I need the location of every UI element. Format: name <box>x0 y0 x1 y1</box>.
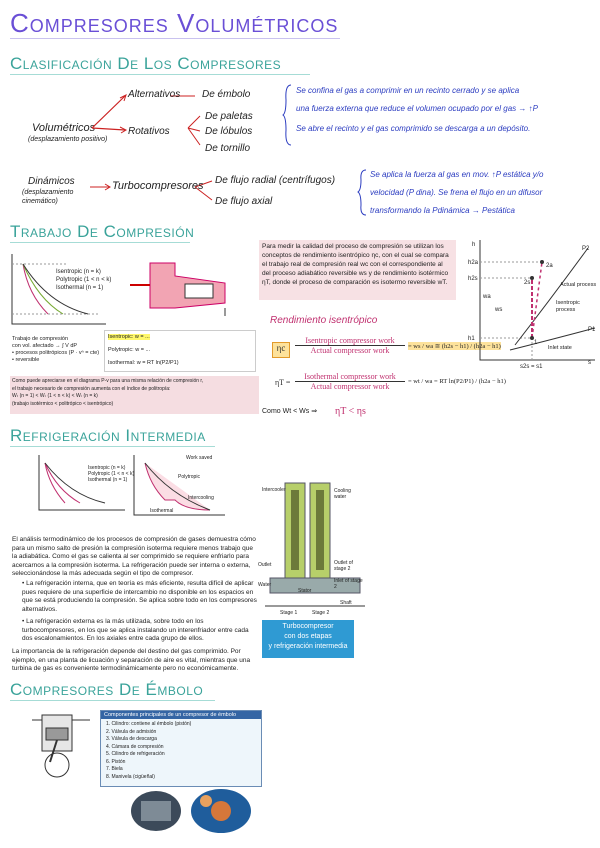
eq2-fraction: Isothermal compressor work Actual compressor work <box>295 372 405 391</box>
section-trabajo: Trabajo De Compresión <box>10 222 195 241</box>
flujo-axial-label: De flujo axial <box>215 196 273 207</box>
hs-label-2s: 2s <box>524 280 531 286</box>
page-title: Compresores Volumétricos <box>10 8 339 38</box>
rotativos-label: Rotativos <box>128 126 170 137</box>
de-embolo-label: De émbolo <box>202 89 251 100</box>
volumetricos-sub: (desplazamiento positivo) <box>28 136 108 143</box>
refrig-paragraph-1: El análisis termodinámico de los procesos de compresión de gases demuestra cómo para un mismo salto de presión la compresión isoterma requiere menos trabajo que la adiabática. Como el gas se calienta al ser comprimido se requiere enfriarlo para acercarnos a la compresión isoterma. La refrigeración puede ser interna o externa, seleccionándose la más adecuada según el tipo de compresor. <box>12 536 256 577</box>
como-result: ηT < ηs <box>335 406 366 417</box>
section-embolo: Compresores De Émbolo <box>10 680 204 699</box>
hs-label-h2s: h2s <box>468 276 478 282</box>
section-underline <box>10 446 215 447</box>
turbo-intercooler: Intercooler <box>262 487 286 493</box>
title-underline <box>10 38 340 39</box>
turbo-shaft: Shaft <box>340 600 352 606</box>
piston-diagram <box>20 710 100 780</box>
turbo-label: Turbocompresores <box>112 180 204 192</box>
hs-label-inlet: Inlet state <box>548 345 572 351</box>
turbo-cooling-water: Cooling water <box>334 488 351 500</box>
turbo-outlet: Outlet <box>258 562 272 568</box>
refrig-polytropic: Polytropic <box>178 474 200 480</box>
hs-label-isentropic: Isentropic process <box>556 300 580 313</box>
hs-label-actual: Actual process <box>560 282 597 288</box>
compressor-sketch <box>130 258 230 316</box>
compressor-photos <box>126 786 266 836</box>
section-clasificacion: Clasificación De Los Compresores <box>10 54 282 73</box>
flujo-radial-label: De flujo radial (centrífugos) <box>215 175 336 186</box>
pink-note: Como puede apreciarse en el diagrama P-v para una misma relación de compresión r, el trabajo necesario de compresión aumenta con el índice de politropía: Wₜ (n = 1) < Wₜ (1 < n < k) < Wₜ (n = k) (trabajo isotérmico < politrópico < isentrópico) <box>10 376 259 414</box>
embolo-components: Componentes principales de un compresor de émbolo 1. Cilindro: contiene al émbolo (pistón) 2. Válvula de admisión 3. Válvula de descarga 4. Cámara de compresión 5. Cilindro de refrigeración 6. Pistón 7. Biela 8. Manivela (cigüeñal) <box>100 710 262 787</box>
refrig-bullet-1: • La refrigeración interna, que en teoría es más eficiente, resulta difícil de aplicar pues requiere de una superficie de intercambio no disponible en los espacios en que se está produciendo la compresión. Se aplica sobre todo en los compresores alternativos. <box>22 580 257 613</box>
hs-label-p2: P2 <box>582 246 590 252</box>
volumetricos-label: Volumétricos <box>32 122 96 134</box>
hs-label-wa: wa <box>483 294 491 300</box>
turbo-caption: Turbocompresor con dos etapas y refrigeración intermedia <box>262 620 354 658</box>
dinamicos-sub: (desplazamiento cinemático) <box>22 189 74 205</box>
refrig-work-saved: Work saved <box>186 455 213 461</box>
refrig-pv-1 <box>35 455 125 515</box>
note-din-3: transformando la Pdinámica → Pestática <box>370 206 515 215</box>
brace-vol <box>283 85 293 145</box>
refrig-legend-1: Isentropic (n = k) Polytropic (1 < n < k) Isothermal (n = 1) <box>88 465 135 483</box>
turbo-water: Water <box>258 582 272 588</box>
turbo-stage1: Stage 1 <box>280 610 298 616</box>
eq2-lhs: ηT = <box>275 378 291 387</box>
refrig-intercooling: Intercooling <box>188 495 214 501</box>
hs-axis-s: s <box>588 360 591 366</box>
hs-label-p1: P1 <box>588 327 596 333</box>
refrig-bullet-2: • La refrigeración externa es la más utilizada, sobre todo en los turbocompresores, en los que se aplica instalando un interenfriador entre cada dos escalonamientos. En los axiales entre cada grupo de ellos. <box>22 618 249 642</box>
hs-label-ws: ws <box>495 307 503 313</box>
eta-c-box: ηc <box>272 342 290 358</box>
dinamicos-label: Dinámicos <box>28 176 75 187</box>
hs-label-1: 1 <box>534 340 538 346</box>
rendimiento-box: Para medir la calidad del proceso de compresión se utilizan los conceptos de rendimiento isentrópico ηc, con el cual se compara el trabajo real de compresión real wc con el correspondiente al del proceso adiabático reversible ws y de rendimiento isotérmico ηT, donde el proceso de comparación es isotermo reversible wT. <box>259 240 456 300</box>
rendimiento-title: Rendimiento isentrópico <box>270 315 378 326</box>
formula-table: Isentropic: w = ... Polytropic: w = ... Isothermal: w = RT ln(P2/P1) <box>104 330 256 372</box>
note-vol-3: Se abre el recinto y el gas comprimido se descarga a un depósito. <box>296 124 531 133</box>
hs-label-2a: 2a <box>546 263 553 269</box>
turbo-stage2: Stage 2 <box>312 610 330 616</box>
section-underline <box>10 242 190 243</box>
turbo-outlet-stage2: Outlet of stage 2 <box>334 560 353 572</box>
eq1-right: = ws / wa ≅ (h2s − h1) / (h2a − h1) <box>408 343 501 350</box>
eq2-right: = wt / wa = RT ln(P2/P1) / (h2a − h1) <box>408 378 506 385</box>
alternativos-label: Alternativos <box>128 89 181 100</box>
como-label: Como Wt < Ws ⇒ <box>262 408 318 415</box>
hs-label-h1: h1 <box>468 336 475 342</box>
section-refrigeracion: Refrigeración Intermedia <box>10 426 206 445</box>
de-tornillo-label: De tornillo <box>205 143 251 154</box>
pv-legend: Isentropic (n = k) Polytropic (1 < n < k) Isothermal (n = 1) <box>56 269 112 291</box>
hs-axis-h: h <box>472 242 476 248</box>
refrig-paragraph-2: La importancia de la refrigeración depende del destino del gas comprimido. Por ejemplo, en una planta de licuación y separación de aire es vital, mientras que una turbina de gas es conveniente termodinámicamente pero no económicamente. <box>12 648 251 672</box>
section-underline <box>10 74 310 75</box>
note-vol-2: una fuerza externa que reduce el volumen ocupado por el gas → ↑P <box>296 104 538 113</box>
turbo-stator: Stator <box>298 588 312 594</box>
refrig-pv-2 <box>130 455 230 520</box>
note-vol-1: Se confina el gas a comprimir en un recinto cerrado y se aplica <box>296 86 520 95</box>
turbo-inlet-stage2: Inlet of stage 2 <box>334 578 363 590</box>
note-din-2: velocidad (P dina). Se frena el flujo en un difusor <box>370 188 543 197</box>
brace-din <box>358 170 368 215</box>
note-din-1: Se aplica la fuerza al gas en mov. ↑P estática y/o <box>370 170 544 179</box>
pv-note: Trabajo de compresión con vol. afectado → ∫ V dP • procesos politrópicos (P · vⁿ = cte) • reversible <box>12 336 100 363</box>
section-underline <box>10 700 215 701</box>
hs-label-h2a: h2a <box>468 260 479 266</box>
hs-label-s: s2s = s1 <box>520 364 543 370</box>
de-paletas-label: De paletas <box>205 111 253 122</box>
de-lobulos-label: De lóbulos <box>205 126 253 137</box>
refrig-isothermal: Isothermal <box>150 508 174 514</box>
eq1-fraction: Isentropic compressor work Actual compressor work <box>295 336 405 355</box>
